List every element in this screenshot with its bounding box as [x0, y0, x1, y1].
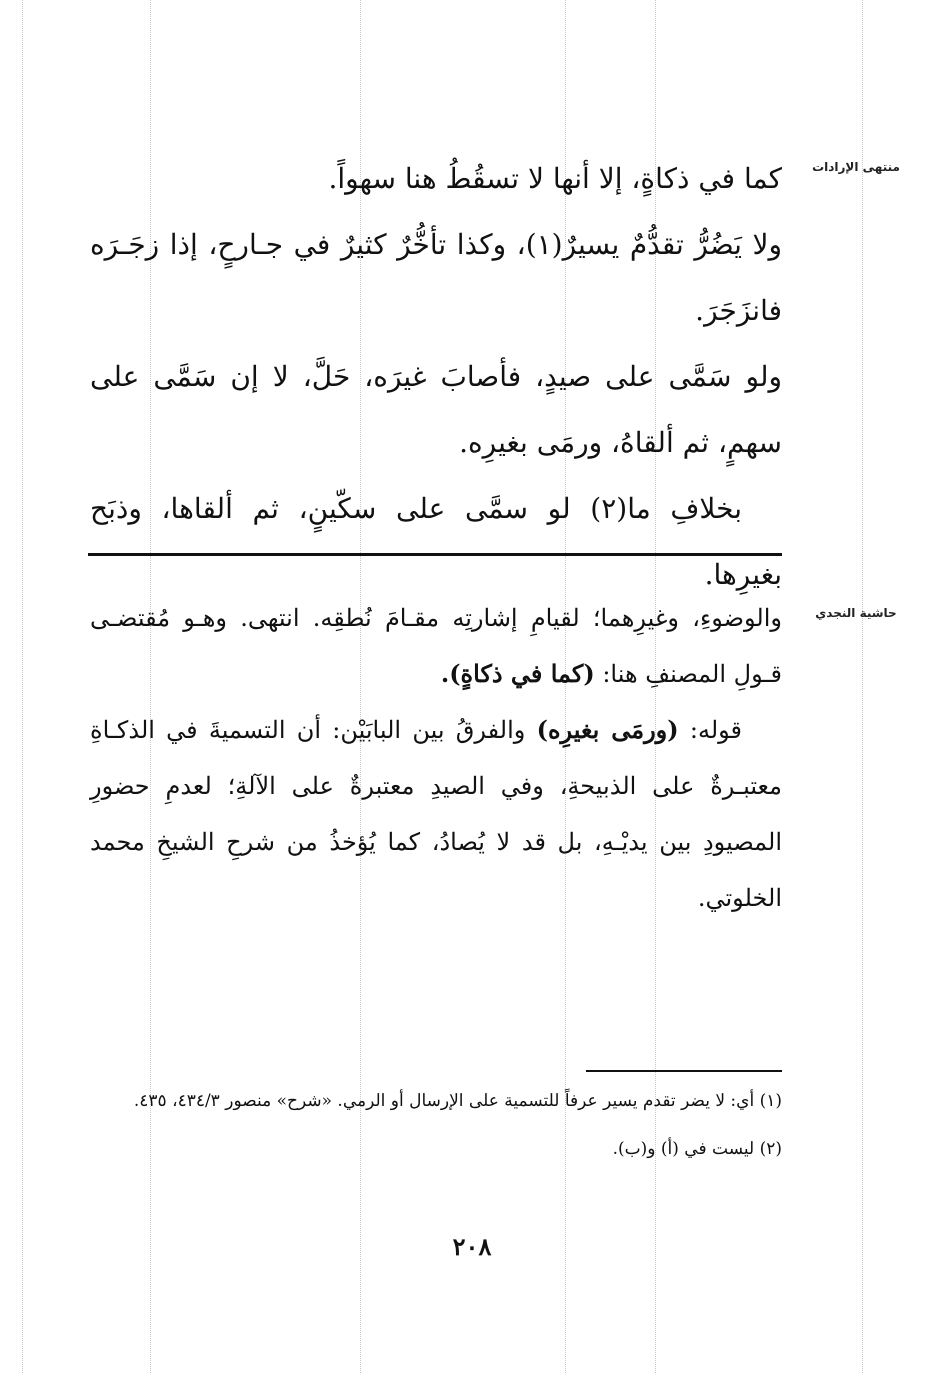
hashiya-text-block: [90, 590, 782, 926]
footnote: (١) أي: لا يضر تقدم يسير عرفاً للتسمية على الإرسال أو الرمي. «شرح» منصور ٤٣٤/٣، ٤٣٥.: [133, 1091, 782, 1111]
matn-paragraph: ولا يَضُرُّ تقدُّمٌ يسيرٌ(١)، وكذا تأخُّرٌ كثيرٌ في جـارحٍ، إذا زجَـرَه فانزَجَرَ.: [90, 228, 782, 327]
matn-paragraph: كما في ذكاةٍ، إلا أنها لا تسقُطُ هنا سهواً.: [328, 162, 782, 195]
footnote: (٢) ليست في (أ) و(ب).: [612, 1139, 782, 1159]
hashiya-bold-quote: (كما في ذكاةٍ).: [440, 659, 595, 688]
hashiya-side-label: حاشية النجدي: [815, 606, 897, 620]
matn-side-label: منتهى الإرادات: [812, 160, 900, 174]
hashiya-paragraph: [90, 590, 782, 702]
hashiya-text: قوله:: [678, 716, 743, 744]
section-divider: [88, 553, 782, 556]
scan-guide-line: [22, 0, 23, 1373]
hashiya-bold-quote: (ورمَى بغيرِه): [536, 715, 679, 744]
footnote-divider: [586, 1070, 782, 1072]
matn-paragraph: بخلافِ ما(٢) لو سمَّى على سكّينٍ، ثم ألقاها، وذبَح بغيرِها.: [90, 492, 782, 591]
matn-text-block: [90, 146, 782, 608]
matn-paragraph: ولو سَمَّى على صيدٍ، فأصابَ غيرَه، حَلَّ، لا إن سَمَّى على سهمٍ، ثم ألقاهُ، ورمَى بغيرِه.: [90, 360, 782, 459]
footnotes-block: [90, 1084, 782, 1180]
hashiya-text: والوضوءِ، وغيرِهما؛ لقيامِ إشارتِه مقـامَ نُطقِه. انتهى. وهـو مُقتضـى قـولِ المصنفِ هنا:: [90, 604, 782, 688]
hashiya-text: والفرقُ بين البابَيْن: أن التسميةَ في الذكـاةِ معتبـرةٌ على الذبيحةِ، وفي الصيدِ معتبرةٌ على الآلةِ؛ لعدمِ حضورِ المصيودِ بين يديْـهِ، بل قد لا يُصادُ، كما يُؤخذُ من شرحِ الشيخِ محمد الخلوتي.: [90, 716, 782, 912]
page-number: ٢٠٨: [452, 1232, 492, 1261]
hashiya-paragraph: [90, 702, 782, 926]
scan-guide-line: [862, 0, 863, 1373]
